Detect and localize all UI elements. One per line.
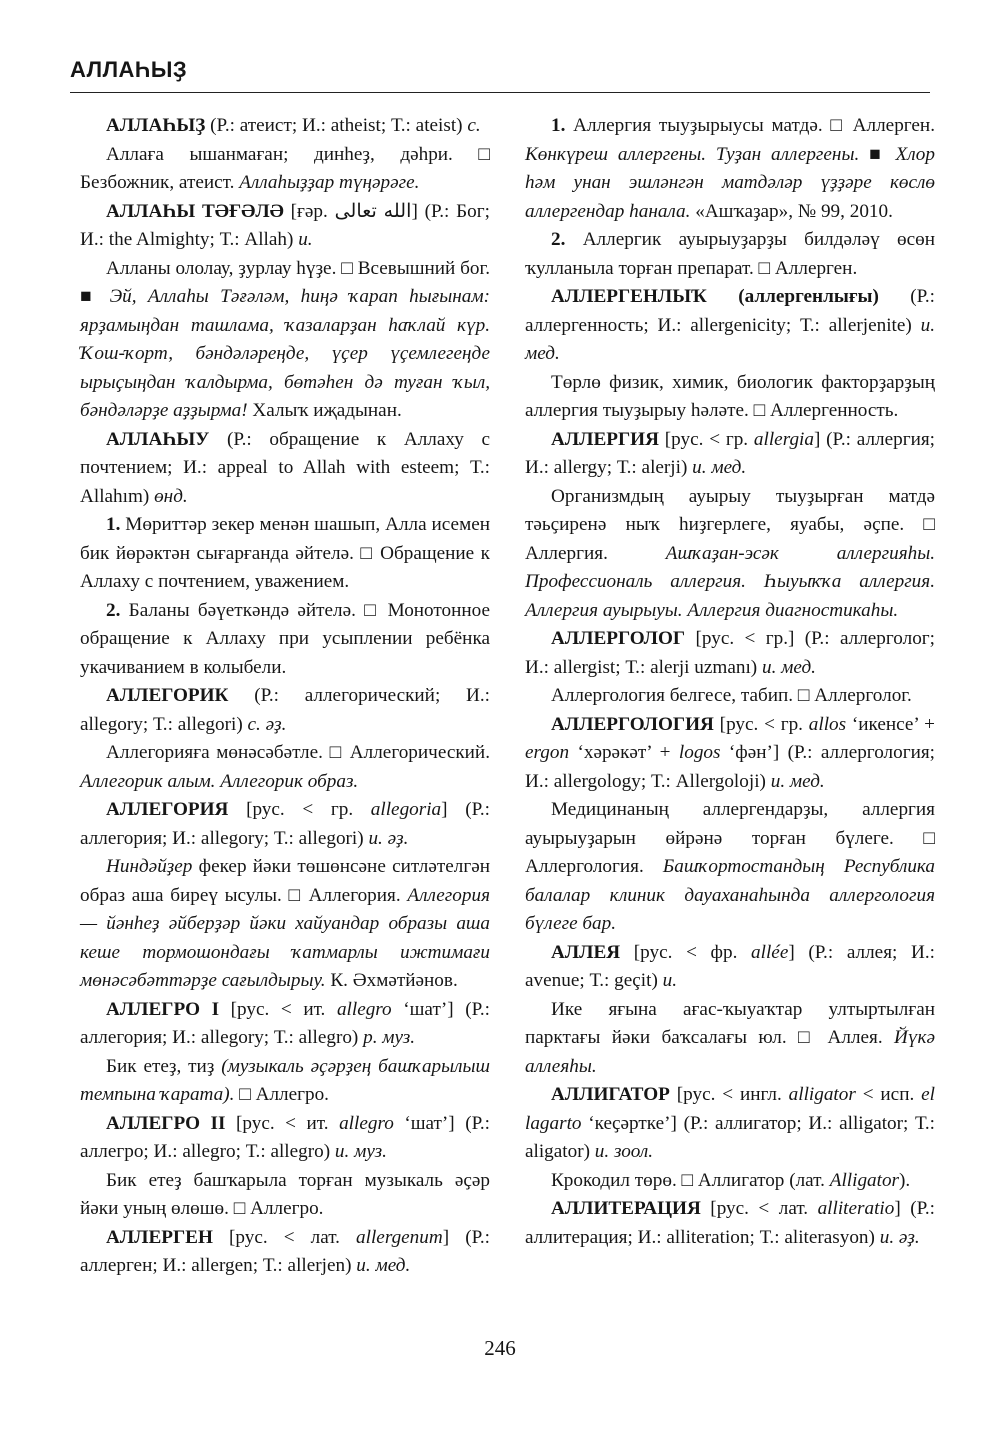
italic-text: Аллаһыҙҙар түңәрәге. xyxy=(239,172,420,193)
text-run: [рус. < гр. xyxy=(658,428,754,450)
entry-paragraph xyxy=(525,112,935,226)
italic-text: allée xyxy=(751,941,789,963)
italic-text: с. xyxy=(467,115,481,136)
headword: АЛЛЕРГОЛОГ xyxy=(551,628,686,649)
entry-paragraph xyxy=(525,711,935,797)
entry-paragraph xyxy=(80,739,490,796)
headword: АЛЛЕГРО II xyxy=(106,1112,226,1134)
italic-text: Ашҡаҙан-эсәк аллергияһы. Профессиональ аллергия. Һыуыҡҡа аллергия. Аллергия ауырыуы. Аллергия диагностикаһы. xyxy=(525,542,935,621)
bold-text: 1. xyxy=(551,115,566,136)
page-number: 246 xyxy=(484,1336,516,1360)
entry-paragraph xyxy=(80,1053,490,1110)
text-run: □ Аллегро. xyxy=(234,1084,329,1105)
entry-paragraph xyxy=(525,226,935,283)
entry-paragraph xyxy=(525,682,935,711)
italic-text: Хлор һәм унан эшләнгән матдәләр үҙҙәре көслө аллергендар һанала. xyxy=(525,143,935,222)
italic-text: и. мед. xyxy=(525,314,935,364)
text-run: [рус. < ингл. xyxy=(669,1084,789,1105)
text-run: [рус. < гр.] (Р.: аллерголог; И.: allergist; Т.: alerji uzmanı) xyxy=(525,628,935,678)
text-run: [рус. < гр. xyxy=(713,713,809,735)
italic-text: Аллегорик алым. Аллегорик образ. xyxy=(80,770,359,792)
text-run: ‘шат’] (Р.: аллегро; И.: allegro; Т.: allegro) xyxy=(80,1112,491,1162)
entry-paragraph xyxy=(525,996,935,1082)
bold-text: 1. xyxy=(106,514,121,535)
italic-text: allos xyxy=(808,713,847,735)
text-run: Медицинаның аллергендарҙы, аллергия ауырыуҙарын өйрәнә торған бүлеге. □ Аллергология. xyxy=(525,799,935,877)
text-run: Аллергик ауырыуҙарҙы билдәләү өсөн ҡулланыла торған препарат. □ Аллерген. xyxy=(525,229,935,279)
headword: АЛЛЕРГЕН xyxy=(106,1226,213,1248)
text-run: [рус. < фр. xyxy=(620,941,752,963)
entry-paragraph xyxy=(525,1167,935,1196)
headword: АЛЛАҺЫ ТӘҒӘЛӘ xyxy=(106,200,284,222)
bold-text: ■ xyxy=(80,286,110,307)
text-run: К. Әхмәтйәнов. xyxy=(325,970,458,991)
entry-paragraph xyxy=(525,796,935,939)
italic-text: и. xyxy=(662,970,678,991)
text-run: ). xyxy=(899,1169,911,1191)
headword: АЛЛЕГОРИЯ xyxy=(106,799,229,820)
running-head-word: АЛЛАҺЫҘ xyxy=(70,57,188,82)
text-run: < исп. xyxy=(855,1084,922,1105)
entry-paragraph xyxy=(80,597,490,683)
italic-text: (музыкаль әҫәрҙең башҡарылыш темпына ҡарата). xyxy=(80,1055,490,1105)
headword: АЛЛЕГОРИК xyxy=(106,685,229,706)
text-run: Аллергия тыуҙырыусы матдә. □ Аллерген. xyxy=(565,115,935,136)
italic-text: Көнкүреш аллергены. Туҙан аллергены. xyxy=(525,143,860,165)
italic-text: и. әҙ. xyxy=(879,1226,920,1248)
text-run: [рус. < ит. xyxy=(225,1112,340,1134)
text-run: [рус. < гр. xyxy=(228,799,371,820)
entry-paragraph xyxy=(80,511,490,597)
entry-paragraph xyxy=(80,198,490,255)
text-run: [рус. < лат. xyxy=(700,1198,818,1219)
text-run: Организмдың ауырыу тыуҙырған матдә тәьҫиренә ныҡ һиҙгерлеге, яуабы, әҫпе. □ Аллергия. xyxy=(525,485,935,564)
bold-text: 2. xyxy=(551,229,566,250)
text-run: ‘шат’] (Р.: аллегория; И.: allegory; Т.: allegro) xyxy=(80,998,490,1048)
text-run: фекер йәки төшөнсәне ситләтелгән образ аша биреү ысулы. □ Аллегория. xyxy=(80,856,490,906)
text-run: Аллегорияға мөнәсәбәтле. □ Аллегорический. xyxy=(106,742,490,763)
italic-text: Alligator xyxy=(829,1169,900,1191)
right-column xyxy=(525,112,935,1252)
entry-paragraph xyxy=(525,283,935,369)
headword: АЛЛЕРГЕНЛЫҠ (аллергенлығы) xyxy=(551,286,879,307)
headword: АЛЛИТЕРАЦИЯ xyxy=(551,1198,701,1219)
italic-text: logos xyxy=(678,742,721,763)
italic-text: и. xyxy=(298,229,313,250)
bold-text: ■ xyxy=(869,143,886,165)
headword: АЛЛЕЯ xyxy=(551,941,621,963)
text-run: Аллергология белгесе, табип. □ Аллерголог. xyxy=(551,685,912,706)
entry-paragraph xyxy=(525,625,935,682)
entry-paragraph xyxy=(80,112,490,141)
italic-text: alliteratio xyxy=(817,1198,895,1219)
italic-text: ergon xyxy=(525,742,570,763)
text-run: (Р.: аллегорический; И.: allegory; Т.: allegori) xyxy=(80,685,490,735)
text-run: [рус. < ит. xyxy=(219,998,337,1020)
italic-text: allegro xyxy=(339,1112,394,1134)
text-run: Бик етеҙ, тиҙ xyxy=(106,1055,222,1077)
italic-text: с. әҙ. xyxy=(247,713,287,735)
entry-paragraph xyxy=(80,426,490,512)
entry-paragraph xyxy=(525,426,935,483)
text-run: Алланы ололау, ҙурлау һүҙе. □ Всевышний бог. xyxy=(106,257,490,279)
entry-paragraph xyxy=(525,1081,935,1167)
headword: АЛЛЕРГОЛОГИЯ xyxy=(551,713,714,735)
text-run: ] (Р.: аллея; И.: avenue; Т.: geçit) xyxy=(525,941,935,991)
italic-text: allegro xyxy=(336,998,392,1020)
italic-text: и. әҙ. xyxy=(368,827,409,849)
text-run: (Р.: обращение к Аллаху с почтением; И.: appeal to Allah with esteem; Т.: Allahım) xyxy=(80,428,490,507)
entry-paragraph xyxy=(80,1224,490,1281)
italic-text: и. муз. xyxy=(334,1141,387,1162)
headword: АЛЛЕГРО I xyxy=(106,998,220,1020)
entry-paragraph xyxy=(80,1167,490,1224)
text-run: Крокодил төрө. □ Аллигатор (лат. xyxy=(551,1169,830,1191)
italic-text: allegoria xyxy=(370,799,442,820)
text-run: «Ашҡаҙар», № 99, 2010. xyxy=(690,200,893,222)
left-column xyxy=(80,112,490,1281)
text-run: ‘кеҫәртке’] (Р.: аллигатор; И.: alligator; Т.: aligator) xyxy=(525,1112,935,1162)
entry-paragraph xyxy=(80,853,490,996)
italic-text: alligator xyxy=(788,1084,856,1105)
text-run: Төрлө физик, химик, биологик факторҙарҙың аллергия тыуҙырыу һәләте. □ Аллергенность. xyxy=(525,371,935,421)
text-run: ] (Р.: аллитерация; И.: alliteration; Т.: aliterasyon) xyxy=(525,1198,935,1248)
text-run: Халыҡ иҗадынан. xyxy=(247,400,402,421)
bold-text: 2. xyxy=(106,599,121,621)
entry-paragraph xyxy=(525,1195,935,1252)
italic-text: и. мед. xyxy=(356,1255,411,1276)
entry-paragraph xyxy=(525,939,935,996)
text-run: Баланы бәүеткәндә әйтелә. □ Монотонное обращение к Аллаху при усыплении ребёнка укачиванием в колыбели. xyxy=(80,599,490,678)
text-run: [рус. < лат. xyxy=(212,1226,357,1248)
italic-text: и. мед. xyxy=(692,457,747,478)
text-run: ] (Р.: аллергия; И.: allergy; Т.: alerji) xyxy=(525,428,936,478)
text-run: Аллаға ышанмаған; динһеҙ, дәһри. □ Безбожник, атеист. xyxy=(80,143,490,193)
headword: АЛЛАҺЫУ xyxy=(106,428,210,450)
italic-text: Йүкә аллеяһы. xyxy=(525,1027,935,1077)
italic-text: Башҡортостандың Республика балалар клиник дауаханаһында аллергология бүлеге бар. xyxy=(525,856,936,934)
entry-paragraph xyxy=(80,255,490,426)
headword: АЛЛЕРГИЯ xyxy=(551,428,659,450)
italic-text: Эй, Аллаһы Тәғәләм, һиңә ҡарап һығынам: ярҙамыңдан ташлама, ҡазаларҙан һаҡлай күр. Ҡош-ҡорт, бәндәләреңде, үҫер үҫемлегеңде ырыҫыңдан ҡалдырма, бөтәһен дә туған ҡыл, бәндәләрҙе аҙҙырма! xyxy=(80,286,490,421)
italic-text: и. мед. xyxy=(761,656,816,678)
text-run: Бик етеҙ башҡарыла торған музыкаль әҫәр йәки уның өлөшө. □ Аллегро. xyxy=(80,1169,490,1219)
headword: АЛЛИГАТОР xyxy=(551,1084,670,1105)
italic-text: өнд. xyxy=(154,485,188,507)
italic-text: и. зоол. xyxy=(594,1141,654,1162)
text-run: ‘фән’] (Р.: аллергология; И.: allergology; Т.: Allergoloji) xyxy=(525,742,935,792)
text-run: ‘икенсе’ + xyxy=(846,713,936,735)
entry-paragraph xyxy=(80,796,490,853)
entry-paragraph xyxy=(80,996,490,1053)
headword: АЛЛАҺЫҘ xyxy=(106,115,206,136)
text-run: ] (Р.: аллегория; И.: allegory; Т.: allegori) xyxy=(80,799,491,849)
text-run: Мөриттәр зекер менән шашып, Алла исемен бик йөрәктән сығарғанда әйтелә. □ Обращение к Аллаху с почтением, уважением. xyxy=(80,514,490,592)
text-run xyxy=(886,144,896,165)
italic-text: Ниндәйҙер xyxy=(106,856,193,877)
italic-text: el lagarto xyxy=(525,1084,936,1134)
entry-paragraph xyxy=(80,141,490,198)
entry-paragraph xyxy=(525,483,935,626)
text-run: [ғәр. الله تعالى] (Р.: Бог; И.: the Almighty; Т.: Allah) xyxy=(80,200,490,250)
italic-text: и. мед. xyxy=(770,770,825,792)
text-run: ‘хәрәкәт’ + xyxy=(569,742,679,763)
italic-text: allergia xyxy=(753,428,814,450)
entry-paragraph xyxy=(80,1110,490,1167)
entry-paragraph xyxy=(80,682,490,739)
italic-text: allergenum xyxy=(356,1226,443,1248)
text-run: (Р.: атеист; И.: atheist; Т.: ateist) xyxy=(205,115,468,136)
italic-text: р. муз. xyxy=(363,1027,416,1048)
italic-text: Аллегория — йәнһеҙ әйберҙәр йәки хайуандар образы аша кеше тормошондағы ҡатмарлы ижтимағи мөнәсәбәттәрҙе сағылдырыу. xyxy=(80,884,490,991)
running-head xyxy=(70,56,930,93)
entry-paragraph xyxy=(525,369,935,426)
text-run: Ике яғына ағас-ҡыуаҡтар ултыртылған парктағы йәки баҡсалағы юл. □ Аллея. xyxy=(525,998,935,1048)
text-run xyxy=(859,144,869,165)
text-run: ] (Р.: аллерген; И.: allergen; Т.: allerjen) xyxy=(80,1226,490,1276)
text-run: (Р.: аллергенность; И.: allergenicity; Т.: allerjenite) xyxy=(525,286,935,336)
